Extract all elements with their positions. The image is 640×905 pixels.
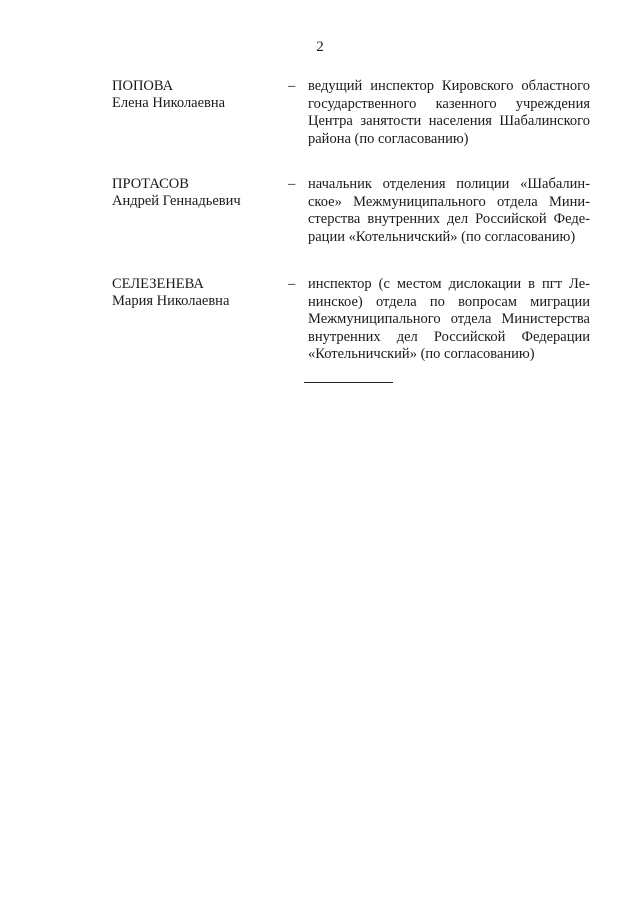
member-role-line: нинское) отдела по вопросам миграции xyxy=(308,293,590,310)
member-entry xyxy=(112,78,590,148)
member-role-line: рации «Котельничский» (по согласованию) xyxy=(308,228,576,245)
member-role xyxy=(308,176,590,246)
member-surname: ПОПОВА xyxy=(112,78,174,94)
member-role-line: стерства внутренних дел Российской Феде- xyxy=(308,211,590,227)
member-given-names: Андрей Геннадьевич xyxy=(112,193,241,209)
member-name xyxy=(112,276,288,364)
member-entry xyxy=(112,276,590,364)
member-role-line: района (по согласованию) xyxy=(308,130,469,147)
member-surname: ПРОТАСОВ xyxy=(112,176,189,192)
page-number: 2 xyxy=(316,39,324,55)
member-role-line: Межмуниципального отдела Министерства xyxy=(308,311,590,327)
member-role-line: инспектор (с местом дислокации в пгт Ле- xyxy=(308,276,590,292)
member-name xyxy=(112,78,288,148)
member-role xyxy=(308,276,590,364)
closing-rule xyxy=(304,382,393,383)
member-role-line: ведущий инспектор Кировского областного xyxy=(308,78,590,94)
member-role-line: государственного казенного учреждения xyxy=(308,95,590,112)
member-role-line: начальник отделения полиции «Шабалин- xyxy=(308,176,590,192)
member-role-line: Центра занятости населения Шабалинского xyxy=(308,113,590,129)
member-entry xyxy=(112,176,590,246)
member-role xyxy=(308,78,590,148)
member-role-line: «Котельничский» (по согласованию) xyxy=(308,346,535,362)
member-surname: СЕЛЕЗЕНЕВА xyxy=(112,276,204,292)
member-given-names: Мария Николаевна xyxy=(112,293,230,309)
member-given-names: Елена Николаевна xyxy=(112,95,226,111)
member-role-line: ское» Межмуниципального отдела Мини- xyxy=(308,193,590,210)
member-list xyxy=(112,78,590,392)
member-dash: – xyxy=(288,78,296,94)
member-name xyxy=(112,176,288,246)
member-role-line: внутренних дел Российской Федерации xyxy=(308,328,590,345)
member-dash: – xyxy=(288,176,296,192)
member-dash: – xyxy=(288,276,296,292)
